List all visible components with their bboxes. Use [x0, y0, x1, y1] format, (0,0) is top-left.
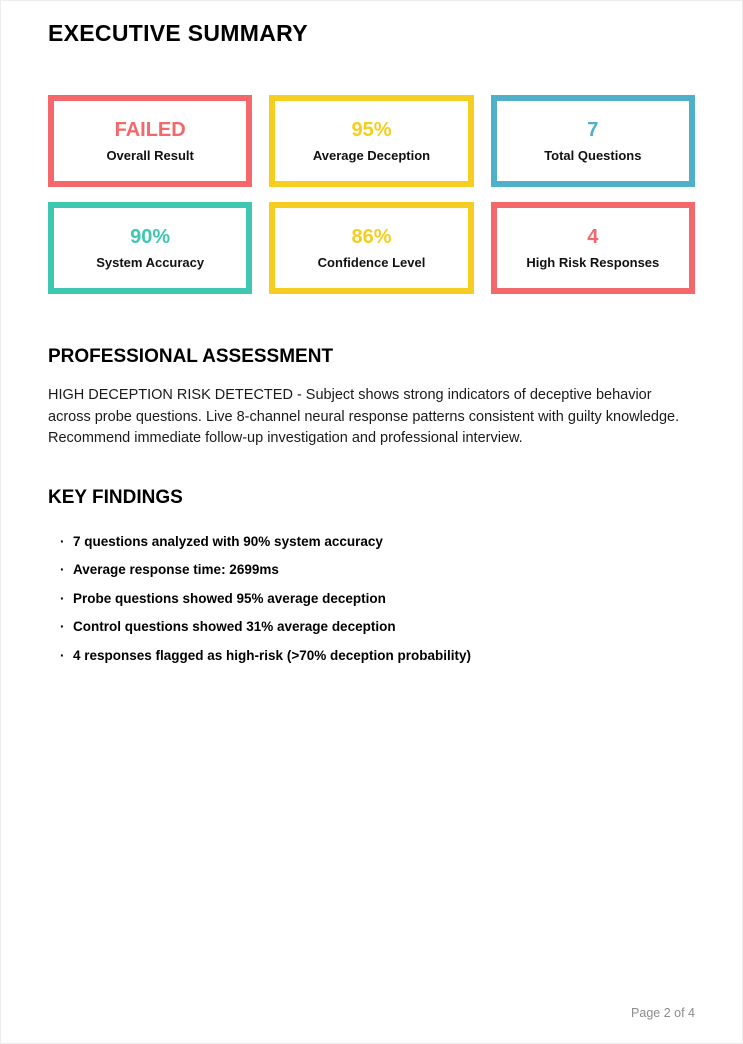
stat-value: 7 — [587, 119, 599, 141]
page-number: Page 2 of 4 — [631, 1006, 695, 1020]
stat-label: Total Questions — [544, 148, 642, 163]
finding-item: · 7 questions analyzed with 90% system accuracy — [60, 528, 695, 557]
stat-value: 90% — [130, 226, 171, 248]
page-content — [1, 1, 742, 670]
stat-label: Confidence Level — [317, 255, 426, 270]
stat-label: High Risk Responses — [526, 255, 660, 270]
stat-card-confidence-level — [269, 202, 473, 294]
stat-value: FAILED — [114, 119, 186, 141]
stat-card-overall-result — [48, 95, 252, 187]
stat-card-total-questions — [491, 95, 695, 187]
finding-item: · 4 responses flagged as high-risk (>70% deception probability) — [60, 642, 695, 671]
finding-item: · Average response time: 2699ms — [60, 556, 695, 585]
findings-heading: KEY FINDINGS — [48, 486, 183, 508]
stat-label: Overall Result — [106, 148, 194, 163]
finding-item: · Probe questions showed 95% average deception — [60, 585, 695, 614]
stat-value: 95% — [351, 119, 392, 141]
stat-label: System Accuracy — [96, 255, 205, 270]
stat-value: 4 — [587, 226, 599, 248]
stat-card-system-accuracy — [48, 202, 252, 294]
page-title: EXECUTIVE SUMMARY — [48, 20, 308, 46]
stat-label: Average Deception — [312, 148, 431, 163]
assessment-body: HIGH DECEPTION RISK DETECTED - Subject shows strong indicators of deceptive behavior across probe questions. Live 8-channel neural response patterns consistent with guilty knowledge. Recommend immediate follow-up investigation and professional interview. — [48, 387, 680, 446]
stat-cards-grid — [48, 95, 695, 294]
finding-item: · Control questions showed 31% average deception — [60, 613, 695, 642]
assessment-heading: PROFESSIONAL ASSESSMENT — [48, 346, 334, 367]
stat-card-average-deception — [269, 95, 473, 187]
findings-list — [48, 528, 695, 671]
stat-value: 86% — [351, 226, 392, 248]
stat-card-high-risk-responses — [491, 202, 695, 294]
